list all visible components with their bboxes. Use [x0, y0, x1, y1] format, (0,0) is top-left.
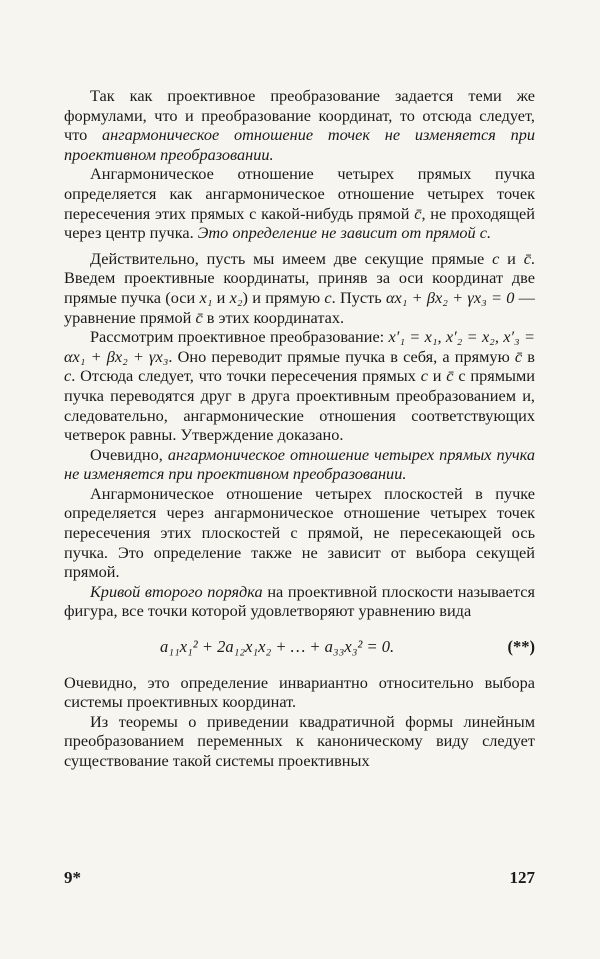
italic-text: c [64, 366, 72, 386]
paragraph [64, 673, 535, 712]
page-footer [64, 868, 535, 888]
italic-text: c [420, 366, 428, 386]
italic-text: Кривой второго порядка [90, 581, 263, 601]
text-run: Ангармоническое отношение четырех плоскостей в пучке определяется через ангармоническое отношение четырех точек пересечения этих плоскостей с прямой, не пересекающей ось пучка. Это определение также не зависит от выбора секущей прямой. [64, 483, 535, 582]
text-run: и [212, 287, 230, 307]
text-run: . Отсюда следует, что точки пересечения прямых [71, 366, 421, 386]
signature-mark: 9* [64, 868, 81, 887]
italic-text: c̄ [414, 203, 422, 223]
italic-text: ангармоническое отношение четырех прямых пучка не изменяется при проективном преобразовании. [64, 444, 535, 484]
equation-block [64, 637, 535, 657]
paragraph [64, 582, 535, 621]
text-run: с прямыми пучка переводятся друг в друга проективным преобразованием и, следовательно, ангармонические отношения соответствующих четверок равны. Утверждение доказано. [64, 366, 536, 445]
text-run: в [522, 346, 535, 366]
text-run: в этих координатах. [202, 307, 345, 327]
text-run: Из теоремы о приведении квадратичной формы линейным преобразованием переменных к каноническому виду следует существование такой системы проективных [64, 711, 535, 770]
italic-text: c̄ [514, 346, 523, 366]
italic-text: x₁ [199, 287, 213, 307]
text-run: на проективной плоскости называется фигура, все точки которой удовлетворяют уравнению вида [64, 581, 535, 621]
text-run: — уравнение прямой [64, 287, 535, 327]
paragraph [64, 484, 535, 582]
page-number: 127 [509, 868, 535, 887]
text-run: Рассмотрим проективное преобразование: [90, 327, 389, 347]
equation-tag: (**) [507, 637, 535, 657]
text-run: . Оно переводит прямые пучка в себя, а прямую [168, 346, 515, 366]
text-run: ) и прямую [242, 287, 325, 307]
text-run: . Пусть [331, 287, 386, 307]
paragraph [64, 712, 535, 771]
text-after-formula [64, 673, 535, 771]
page-body [64, 86, 535, 771]
italic-text: c [492, 248, 500, 268]
italic-text: αx₁ + βx₂ + γx₃ = 0 [385, 287, 515, 307]
text-run: Так как проективное преобразование задается теми же формулами, что и преобразование координат, то отсюда следует, что [64, 86, 535, 145]
text-run: Очевидно, [90, 444, 168, 464]
text-run: , не проходящей через центр пучка. [64, 203, 535, 243]
text-run: и [427, 366, 447, 386]
text-run: и [499, 248, 524, 268]
text-run: . Введем проективные координаты, приняв за оси координат две прямые пучка (оси [64, 248, 535, 307]
text-before-formula [64, 86, 535, 621]
italic-text: Это определение не зависит от прямой c. [197, 223, 492, 243]
text-run: Очевидно, это определение инвариантно относительно выбора системы проективных координат. [64, 672, 535, 712]
italic-text: c̄ [523, 248, 531, 268]
italic-text: ангармоническое отношение точек не изменяется при проективном преобразовании. [64, 125, 535, 164]
paragraph [64, 249, 535, 327]
text-run: Действительно, пусть мы имеем две секущие прямые [90, 248, 493, 268]
paragraph [64, 327, 535, 445]
italic-text: c̄ [446, 366, 454, 386]
paragraph [64, 86, 535, 164]
italic-text: c [324, 287, 332, 307]
equation-text: a₁₁x₁² + 2a₁₂x₁x₂ + … + a₃₃x₃² = 0. [160, 637, 395, 657]
paragraph [64, 164, 535, 242]
italic-text: c̄ [195, 307, 203, 327]
text-run: Ангармоническое отношение четырех прямых пучка определяется как ангармоническое отношение четырех точек пересечения этих прямых с какой-нибудь прямой [64, 164, 535, 223]
paragraph [64, 445, 535, 484]
italic-text: x′₁ = x₁, x′₂ = x₂, x′₃ = αx₁ + βx₂ + γx₃ [64, 327, 535, 366]
italic-text: x₂ [229, 287, 243, 307]
